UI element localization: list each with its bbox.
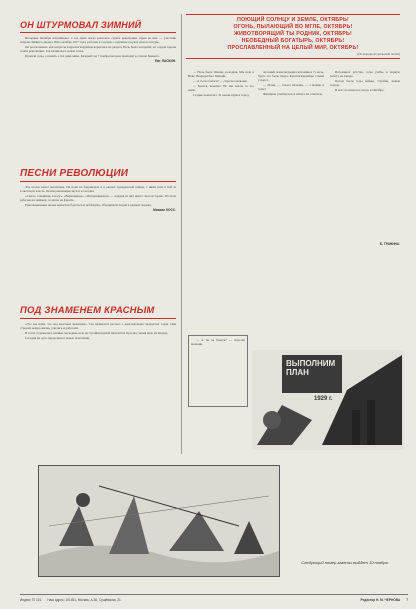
paragraph: Потом были годы войны, стройки, новые города. xyxy=(330,79,400,88)
column-divider xyxy=(181,14,182,454)
article2-body xyxy=(20,185,176,207)
banner-line: ПРОСЛАВЛЕННЫЙ НА ЦЕЛЫЙ МИР, ОКТЯБРЬ! xyxy=(227,45,359,51)
paragraph: Революционные песни помогали бороться и побеждать, объединяли людей в едином порыве. xyxy=(25,203,152,208)
paragraph: Ветераны Октября вспоминают о тех днях, когда решалась судьба революции. Один из них — участник штурма Зимнего дворца. Шёл октябрь 1917 года, рабочие и солдаты с оружием в руках шли на штурм. xyxy=(20,36,176,45)
article2 xyxy=(20,168,176,212)
paragraph: — Ночь была тёмная, холодная. Мы шли к Неве. Впереди был Зимний. xyxy=(188,70,254,79)
scene-drawing xyxy=(39,466,279,576)
banner-line: ЖИВОТВОРЯЩИЙ ТЫ РОДНИК, ОКТЯБРЬ! xyxy=(234,31,352,37)
next-issue-note: Следующий номер газеты выйдет 10 ноября. xyxy=(301,560,389,565)
story-column-2 xyxy=(258,70,324,98)
paragraph: Прошли годы, а память о тех днях жива. Каждый год 7 ноября ветеран приходит к стенам Зимнего. xyxy=(25,54,160,59)
bottom-illustration xyxy=(38,465,280,577)
footer-index: Индекс 70 101 xyxy=(20,598,42,602)
paragraph: Старик помолчал. За окном шумел город. xyxy=(193,93,250,98)
poster-year: 1929 г. xyxy=(314,396,333,402)
article3 xyxy=(20,305,176,341)
paragraph: — А ты не боялся? — спросил мальчик. xyxy=(191,338,245,347)
footer-rule xyxy=(20,594,408,595)
article2-title: ПЕСНИ РЕВОЛЮЦИИ xyxy=(20,168,129,179)
paragraph: В селах создавались ячейки, молодёжь шла на стройки первой пятилетки. Красное знамя вело их вперёд. xyxy=(25,331,169,336)
banner-rule-bottom xyxy=(186,58,400,59)
article1-body xyxy=(20,36,176,58)
footer xyxy=(20,596,408,604)
banner-line: ПОЮЩИЙ СОЛНЦУ И ЗЕМЛЕ, ОКТЯБРЬ! xyxy=(236,17,350,23)
paragraph: «Это мы идём, это под красным знаменем». Так начинался рассказ о комсомольцах двадцатых годов. Они строили новую жизнь, учились и работали. xyxy=(20,322,176,331)
paragraph: И всё это началось тогда, в Октябре. xyxy=(335,88,385,93)
article3-title: ПОД ЗНАМЕНЕМ КРАСНЫМ xyxy=(20,305,155,316)
poster-slogan-line: ВЫПОЛНИМ xyxy=(286,359,336,368)
banner-rule-top xyxy=(186,14,400,15)
story-column-3 xyxy=(330,70,400,247)
article1-signature: Евг. ЛАСКИН. xyxy=(154,59,176,64)
article3-body xyxy=(20,322,176,340)
paragraph: Арсений Александрович вспоминал ту ночь, будто это было вчера. Красногвардейцы стояли у ворот. xyxy=(258,70,324,83)
title-rule xyxy=(20,181,176,182)
page-number: 7 xyxy=(406,598,408,602)
inset-text xyxy=(189,336,247,349)
story-column-1 xyxy=(188,70,254,99)
paragraph: — Боялся, конечно. Но мы знали, за что идём. xyxy=(188,84,254,93)
inset-box xyxy=(188,335,248,407)
title-rule xyxy=(20,318,176,319)
poster-illustration xyxy=(252,350,404,450)
paragraph: — А ты не боялся? — спросил мальчик. xyxy=(193,79,248,84)
paragraph: Сегодня их дело продолжают новые поколения. xyxy=(25,336,90,341)
paragraph: Женщина улыбнулась и ничего не ответила. xyxy=(263,92,323,97)
banner-line: ОГОНЬ, ПЫЛАЮЩИЙ ВО МГЛЕ, ОКТЯБРЬ! xyxy=(233,24,353,30)
banner-line: НЕОБЕДНЫЙ БОГАТЫРЬ, ОКТЯБРЬ! xyxy=(241,38,345,44)
poster-slogan xyxy=(286,359,335,377)
paragraph: Эти песни знают миллионы. Их пели на баррикадах и в окопах гражданской войны, с ними шли в бой за Советскую власть. Песни революции звучат и сегодня. xyxy=(20,185,176,194)
paragraph: «Смело, товарищи, в ногу», «Варшавянка», «Интернационал» — каждая из них имеет свою историю. Их пели рабочие на маёвках, солдаты на фронте. xyxy=(20,194,176,203)
paragraph: — Мама, — сказал мальчик, — а можно я тоже? xyxy=(258,83,324,92)
banner-caption: (Из народной уральской песни) xyxy=(357,52,400,56)
left-column xyxy=(20,20,176,63)
story-signature: Б. ГРАНИНА. xyxy=(379,242,400,247)
footer-address: Наш адрес: 101451, Москва, А-30, Сущёвская, 21. xyxy=(47,598,122,602)
paragraph: Он рассказывает, как матросы и красногвардейцы ворвались во дворец. Ночь была холодной, но сердца горели огнём революции. Так начиналась новая эпоха. xyxy=(20,45,176,54)
footer-editor: Редактор Н. М. ЧЕРНОВА xyxy=(360,598,401,602)
article1-title: ОН ШТУРМОВАЛ ЗИМНИЙ xyxy=(20,20,142,30)
article2-signature: Михаил КОСС. xyxy=(153,208,176,213)
paragraph: Вспоминал детство, годы учёбы и первую работу на заводе. xyxy=(330,70,400,79)
banner xyxy=(186,14,400,59)
title-rule xyxy=(20,32,176,33)
poster-slogan-line: ПЛАН xyxy=(286,368,309,377)
